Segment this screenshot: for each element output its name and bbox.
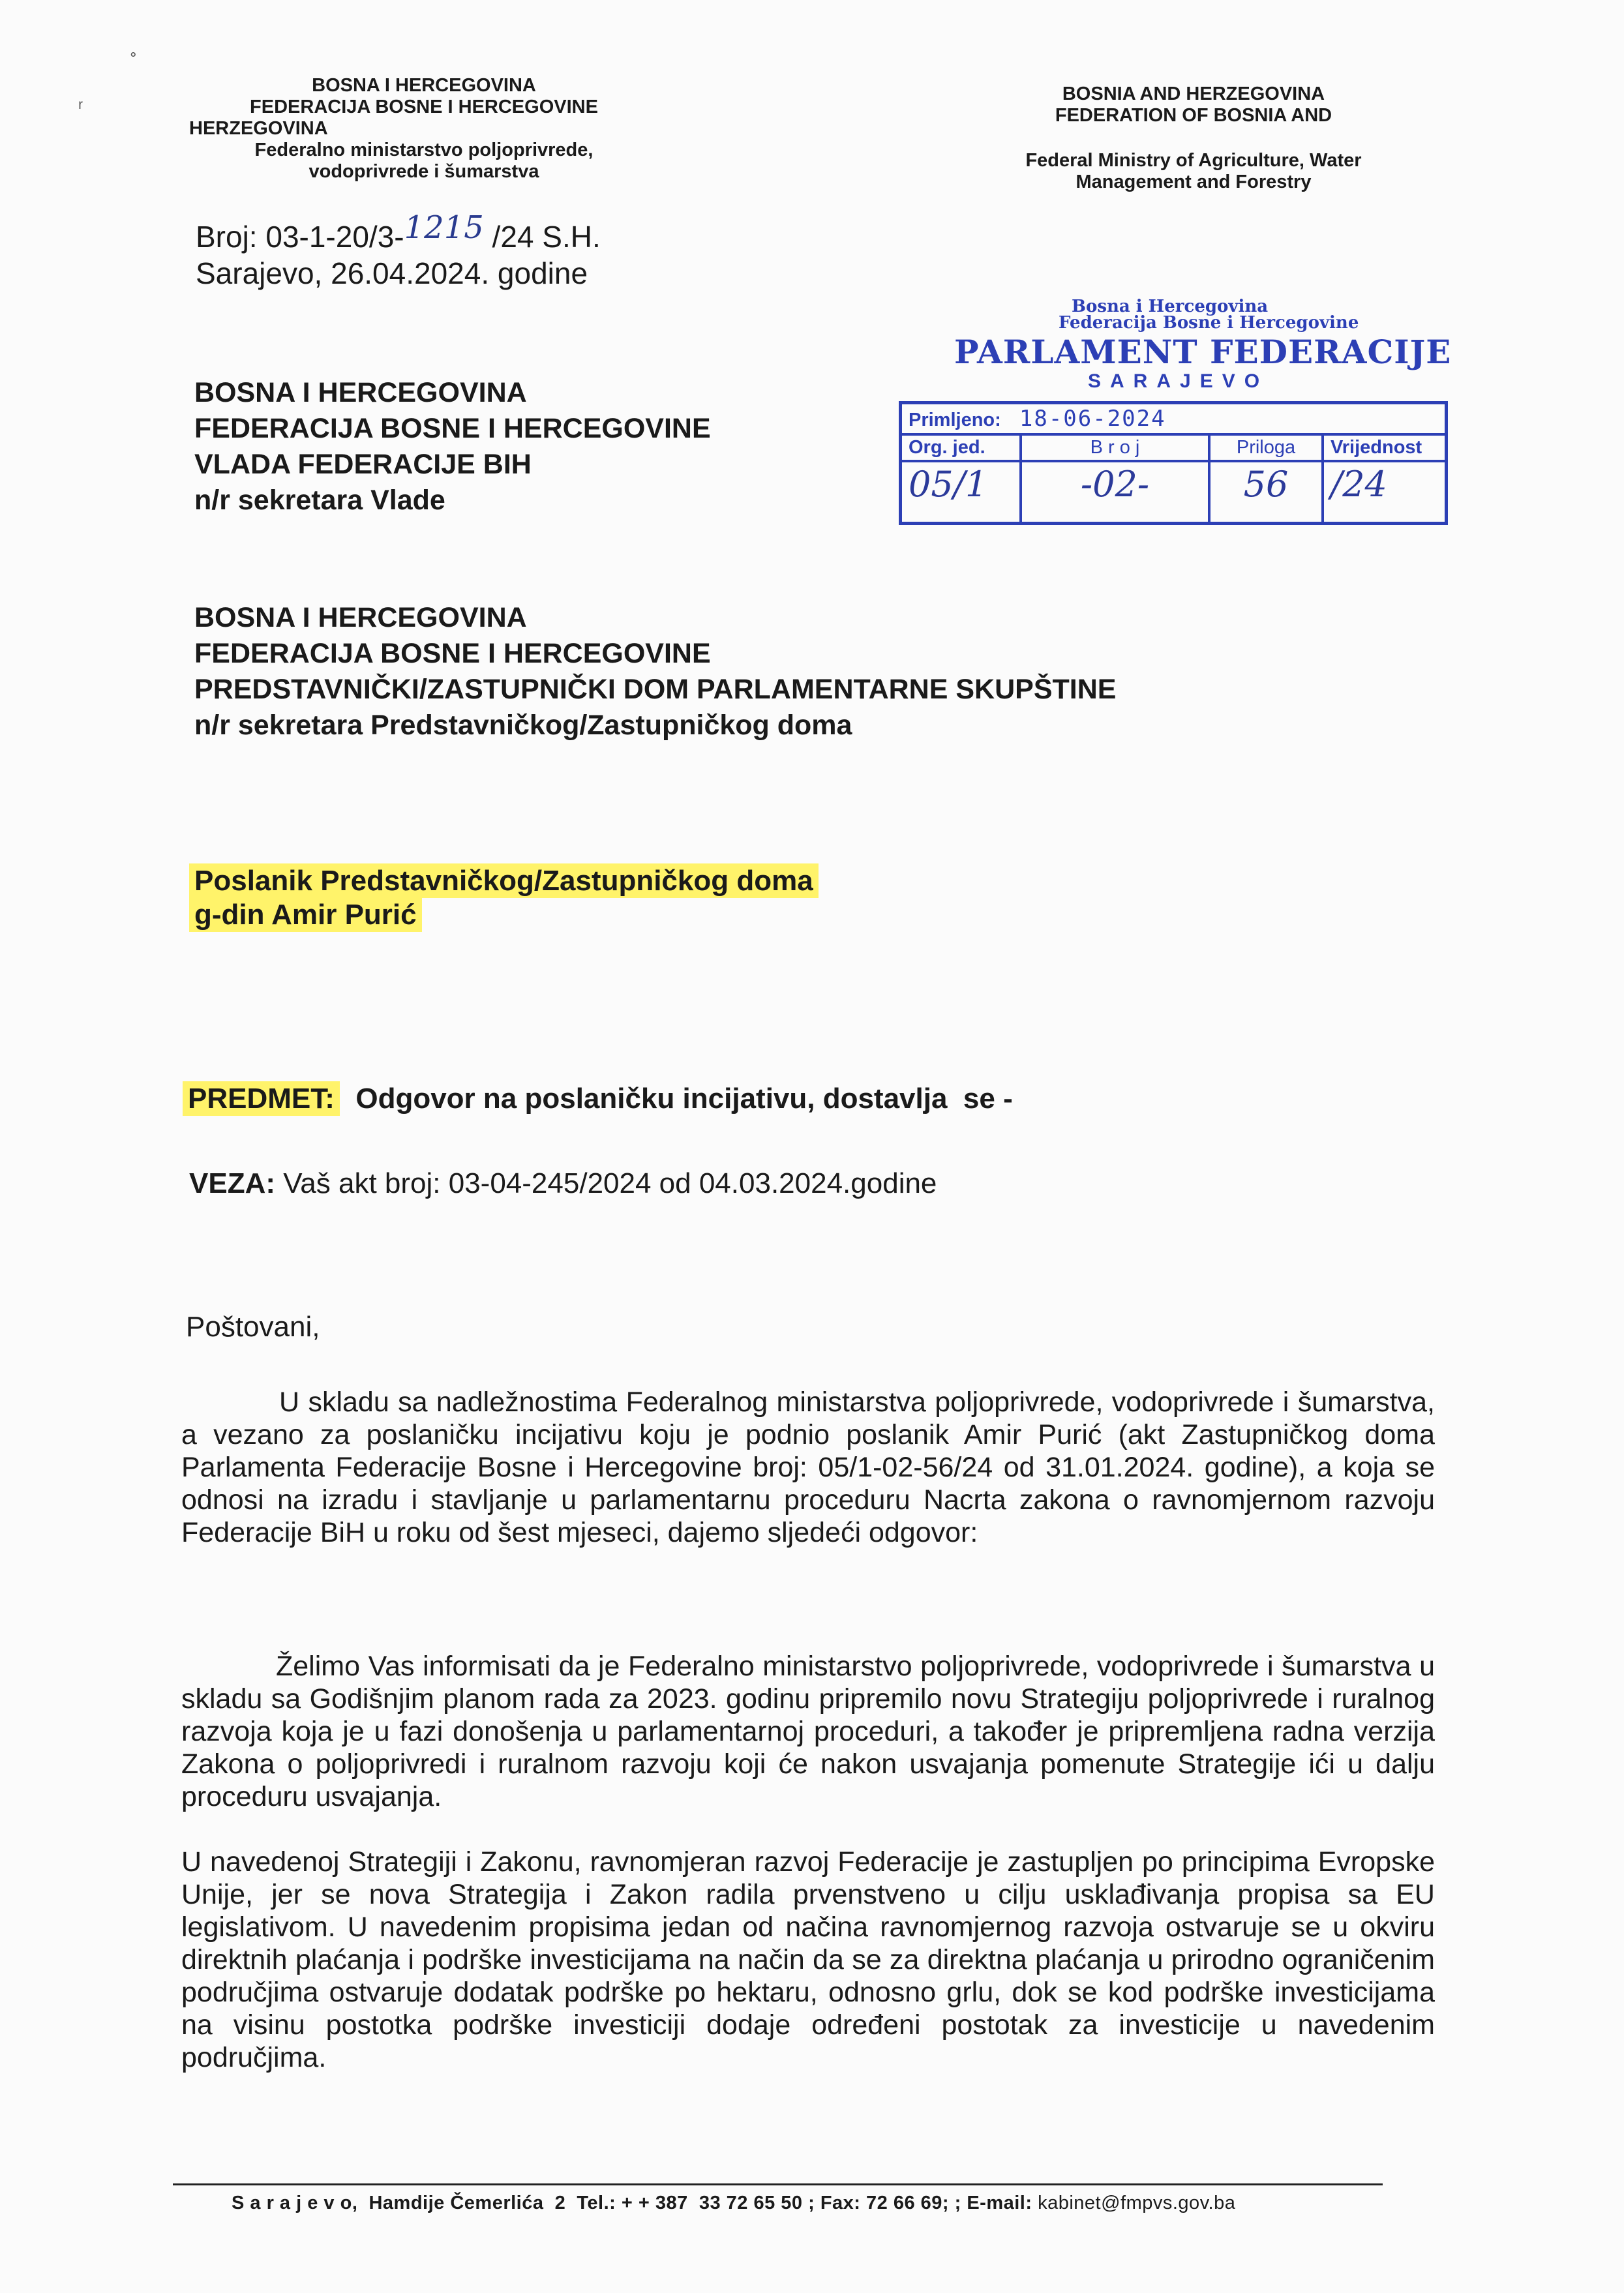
addressee1-line1: BOSNA I HERCEGOVINA	[194, 377, 527, 408]
body-paragraph-2: Želimo Vas informisati da je Federalno ministarstvo poljoprivrede, vodoprivrede i šumarstva u skladu sa Godišnjim planom rada za 2023. godinu pripremilo novu Strategiju poljoprivrede i ruralnog razvoja koja je u fazi donošenja u parlamentarnoj proceduri, a također je pripremljena radna verzija Zakona o poljoprivredi i ruralnom razvoju koji će nakon usvajanja pomenute Strategije ići u dalju proceduru usvajanja.	[181, 1651, 1435, 1812]
header-left-line2: FEDERACIJA BOSNE I HERCEGOVINE	[250, 97, 598, 117]
stamp-title: PARLAMENT FEDERACIJE	[954, 333, 1452, 371]
stamp-col-vrijednost: Vrijednost	[1323, 434, 1447, 461]
addressee2-line1: BOSNA I HERCEGOVINA	[194, 602, 527, 633]
header-right	[959, 83, 1428, 193]
stamp-value-org: 05/1	[901, 461, 1021, 523]
recipient-block	[194, 864, 819, 932]
stamp-received-row	[901, 403, 1447, 435]
reference-date: Sarajevo, 26.04.2024. godine	[196, 256, 588, 290]
stamp-col-priloga: Priloga	[1209, 434, 1323, 461]
header-left-line3: HERZEGOVINA	[189, 118, 328, 139]
stamp-line2: Federacija Bosne i Hercegovine	[1059, 313, 1359, 333]
scan-mark: ˚	[130, 51, 137, 72]
subject-text: Odgovor na poslaničku incijativu, dostavlja se -	[339, 1083, 1013, 1115]
header-right-line2: FEDERATION OF BOSNIA AND	[1055, 105, 1332, 126]
addressee1-line4: n/r sekretara Vlade	[194, 485, 445, 516]
reference-prefix: Broj: 03-1-20/3-	[196, 220, 404, 254]
veza-label: VEZA:	[189, 1167, 275, 1199]
stamp-value-vrijednost: /24	[1323, 461, 1447, 523]
stamp-col-broj: B r o j	[1021, 434, 1209, 461]
reference-block	[196, 209, 601, 292]
addressee2-line4: n/r sekretara Predstavničkog/Zastupničkog doma	[194, 710, 852, 741]
reference-link-line	[189, 1167, 937, 1200]
stamp-line1: Bosna i Hercegovina	[1072, 297, 1269, 316]
subject-line	[188, 1083, 1013, 1115]
addressee2-line3: PREDSTAVNIČKI/ZASTUPNIČKI DOM PARLAMENTARNE SKUPŠTINE	[194, 674, 1117, 705]
recipient-line1: Poslanik Predstavničkog/Zastupničkog doma	[189, 863, 819, 898]
footer	[232, 2193, 1235, 2214]
reference-number	[196, 209, 601, 255]
stamp-table	[899, 401, 1448, 525]
received-stamp	[899, 293, 1466, 580]
body-paragraph-1: U skladu sa nadležnostima Federalnog ministarstva poljoprivrede, vodoprivrede i šumarstva, a vezano za poslaničku incijativu koju je podnio poslanik Amir Purić (akt Zastupničkog doma Parlamenta Federacije Bosne i Hercegovine broj: 05/1-02-56/24 od 31.01.2024. godine), a koja se odnosi na izradu i stavljanje u parlamentarnu proceduru Nacrta zakona o ravnomjernom razvoju Federacije BiH u roku od šest mjeseci, dajemo sljedeći odgovor:	[181, 1386, 1435, 1548]
stamp-received-label: Primljeno:	[909, 410, 1001, 430]
reference-suffix: /24 S.H.	[483, 220, 601, 254]
addressee1-line3: VLADA FEDERACIJE BIH	[194, 449, 532, 480]
greeting: Poštovani,	[186, 1311, 320, 1343]
footer-address: S a r a j e v o, Hamdije Čemerlića 2 Tel.: + + 387 33 72 65 50 ; Fax: 72 66 69; ; E-mail:	[232, 2193, 1038, 2213]
header-right-spacer	[959, 127, 1428, 150]
reference-handwritten-number: 1215	[404, 209, 484, 246]
footer-email: kabinet@fmpvs.gov.ba	[1038, 2193, 1236, 2213]
recipient-line2: g-din Amir Purić	[189, 897, 422, 932]
stamp-city: SARAJEVO	[1088, 370, 1269, 392]
header-right-line1: BOSNIA AND HERZEGOVINA	[1062, 83, 1325, 104]
addressee2-line2: FEDERACIJA BOSNE I HERCEGOVINE	[194, 638, 711, 669]
header-left	[189, 75, 659, 183]
stamp-value-priloga: 56	[1209, 461, 1323, 523]
stamp-col-org: Org. jed.	[901, 434, 1021, 461]
veza-text: Vaš akt broj: 03-04-245/2024 od 04.03.2024.godine	[275, 1167, 937, 1199]
body-paragraph-3: U navedenoj Strategiji i Zakonu, ravnomjeran razvoj Federacije je zastupljen po principima Evropske Unije, jer se nova Strategija i Zakon radila prvenstveno u cilju usklađivanja propisa sa EU legislativom. U navedenim propisima jedan od načina ravnomjernog razvoja ostvaruje se u okviru direktnih plaćanja i podrške investicijama na način da se za direktna plaćanja u prirodno ograničenim područjima ostvaruje dodatak podrške po hektaru, odnosno grlu, dok se kod podrške investicijama na visinu postotka podrške investiciji dodaje određeni postotak za investicije u navedenim područjima.	[181, 1846, 1435, 2073]
stamp-value-broj: -02-	[1021, 461, 1209, 523]
addressee-government	[194, 375, 711, 518]
header-right-line4: Management and Forestry	[1075, 172, 1312, 192]
header-left-line5: vodoprivrede i šumarstva	[308, 161, 539, 182]
subject-label: PREDMET:	[183, 1081, 340, 1116]
stamp-received-date: 18-06-2024	[1019, 406, 1166, 432]
addressee1-line2: FEDERACIJA BOSNE I HERCEGOVINE	[194, 413, 711, 444]
header-left-line4: Federalno ministarstvo poljoprivrede,	[254, 140, 594, 160]
scan-mark: ʳ	[78, 97, 83, 118]
footer-divider	[173, 2183, 1383, 2185]
addressee-house	[194, 600, 1116, 743]
header-left-line1: BOSNA I HERCEGOVINA	[312, 75, 536, 96]
header-right-line3: Federal Ministry of Agriculture, Water	[1025, 150, 1362, 171]
